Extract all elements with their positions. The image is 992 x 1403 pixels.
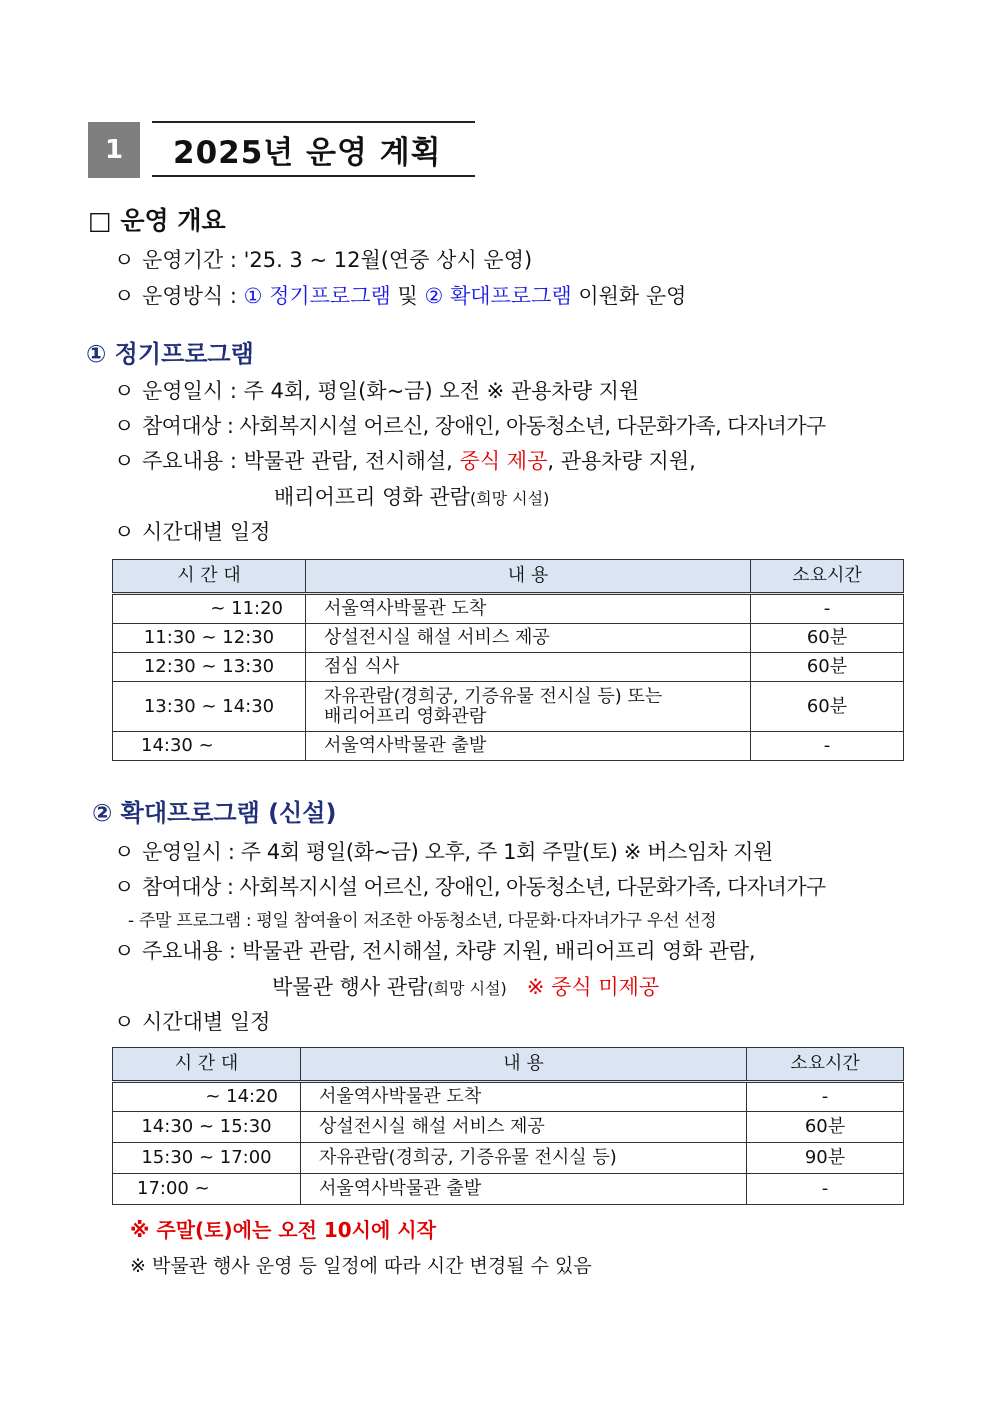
regular-timetable-label: ㅇ 시간대별 일정 (114, 520, 271, 544)
table-row: 12:30 ~ 13:30 점심 식사 60분 (113, 653, 904, 682)
section-title: 2025년 운영 계획 (173, 134, 442, 171)
overview-item-period: ㅇ 운영기간 : '25. 3 ~ 12월(연중 상시 운영) (114, 248, 533, 272)
extended-schedule: ㅇ 운영일시 : 주 4회 평일(화~금) 오후, 주 1회 주말(토) ※ 버스임차 지원 (114, 840, 773, 864)
section-title-box (152, 121, 475, 177)
table-row: 14:30 ~ 15:30 상설전시실 해설 서비스 제공 60분 (113, 1112, 904, 1143)
table-row: ~ 14:20 서울역사박물관 도착 - (113, 1082, 904, 1112)
extended-content: ㅇ 주요내용 : 박물관 관람, 전시해설, 차량 지원, 배리어프리 영화 관람, (114, 939, 756, 963)
regular-content: ㅇ 주요내용 : 박물관 관람, 전시해설, 중식 제공, 관용차량 지원, (114, 449, 696, 473)
table-header-row (113, 560, 904, 594)
extended-schedule-table (112, 1047, 904, 1205)
table-row: 14:30 ~ 서울역사박물관 출발 - (113, 732, 904, 761)
section-number: 1 (88, 122, 140, 178)
header-duration: 소요시간 (751, 560, 904, 594)
regular-schedule-table (112, 559, 904, 761)
table-row: 11:30 ~ 12:30 상설전시실 해설 서비스 제공 60분 (113, 624, 904, 653)
header-time: 시 간 대 (113, 560, 306, 594)
no-meal-note: ※ 중식 미제공 (526, 975, 660, 999)
header-content: 내 용 (301, 1048, 747, 1082)
extended-target: ㅇ 참여대상 : 사회복지시설 어르신, 장애인, 아동청소년, 다문화가족, 다자녀가구 (114, 875, 826, 899)
extended-program-link-text: ② 확대프로그램 (424, 284, 572, 308)
meal-provided-text: 중식 제공 (459, 449, 548, 473)
regular-target: ㅇ 참여대상 : 사회복지시설 어르신, 장애인, 아동청소년, 다문화가족, 다자녀가구 (114, 414, 826, 438)
regular-schedule: ㅇ 운영일시 : 주 4회, 평일(화~금) 오전 ※ 관용차량 지원 (114, 379, 640, 403)
overview-item-method: ㅇ 운영방식 : ① 정기프로그램 및 ② 확대프로그램 이원화 운영 (114, 284, 687, 308)
weekend-start-note: ※ 주말(토)에는 오전 10시에 시작 (130, 1218, 436, 1242)
extended-heading: ② 확대프로그램 (신설) (92, 799, 337, 827)
table-row: 15:30 ~ 17:00 자유관람(경희궁, 기증유물 전시실 등) 90분 (113, 1143, 904, 1174)
table-header-row (113, 1048, 904, 1082)
overview-heading: □ 운영 개요 (88, 206, 226, 235)
extended-timetable-label: ㅇ 시간대별 일정 (114, 1010, 271, 1034)
table-row: ~ 11:20 서울역사박물관 도착 - (113, 594, 904, 624)
header-content: 내 용 (306, 560, 751, 594)
table-row: 17:00 ~ 서울역사박물관 출발 - (113, 1174, 904, 1205)
schedule-change-note: ※ 박물관 행사 운영 등 일정에 따라 시간 변경될 수 있음 (130, 1255, 592, 1277)
header-time: 시 간 대 (113, 1048, 301, 1082)
weekend-note: - 주말 프로그램 : 평일 참여율이 저조한 아동청소년, 다문화·다자녀가구 우선 선정 (128, 911, 717, 931)
table-row: 13:30 ~ 14:30 자유관람(경희궁, 기증유물 전시실 등) 또는 배리어프리 영화관람 60분 (113, 682, 904, 732)
extended-content-line2: 박물관 행사 관람(희망 시설) ※ 중식 미제공 (272, 975, 660, 999)
regular-heading: ① 정기프로그램 (86, 340, 254, 368)
regular-program-link-text: ① 정기프로그램 (243, 284, 391, 308)
regular-content-line2: 배리어프리 영화 관람(희망 시설) (274, 485, 550, 509)
header-duration: 소요시간 (747, 1048, 904, 1082)
